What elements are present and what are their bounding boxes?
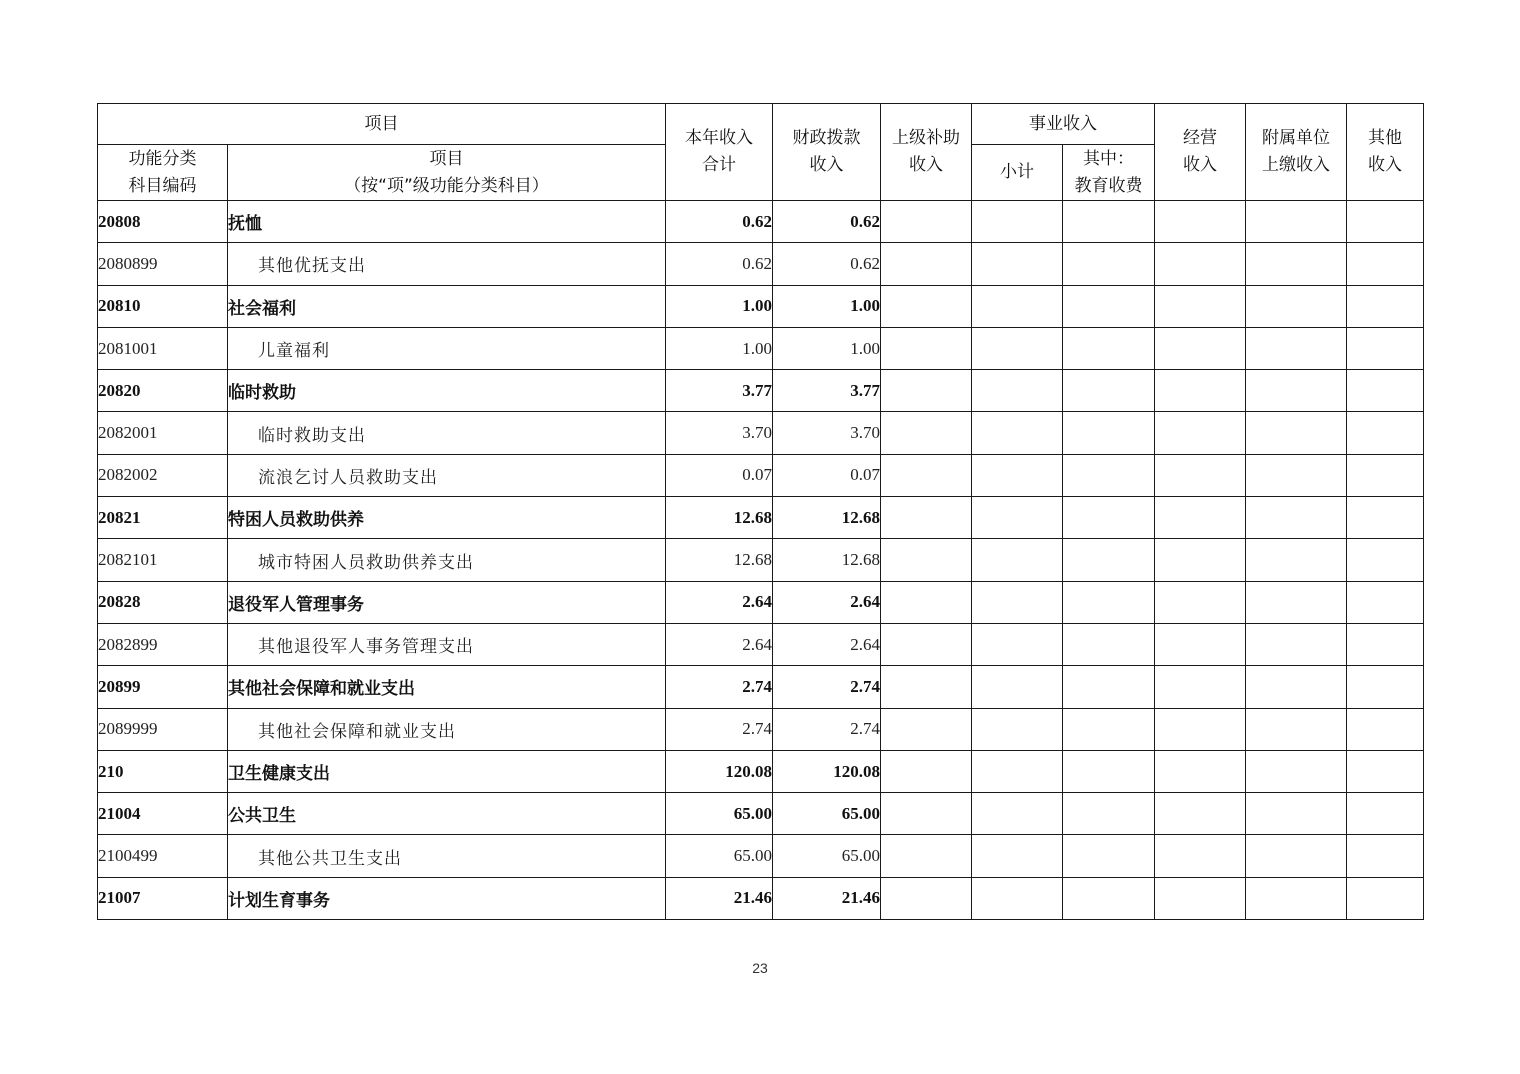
row-other	[1347, 327, 1424, 369]
row-business-edu	[1063, 201, 1155, 243]
row-total: 1.00	[666, 327, 773, 369]
row-name: 儿童福利	[228, 327, 666, 369]
row-business-subtotal	[972, 454, 1063, 496]
table-row	[98, 793, 1424, 835]
row-affiliated	[1246, 708, 1347, 750]
row-total: 2.74	[666, 708, 773, 750]
header-project: 项目	[98, 104, 666, 145]
row-business-subtotal	[972, 243, 1063, 285]
page-number: 23	[752, 960, 768, 976]
row-name: 城市特困人员救助供养支出	[228, 539, 666, 581]
row-business-subtotal	[972, 327, 1063, 369]
row-fiscal: 12.68	[773, 539, 881, 581]
row-operating	[1155, 412, 1246, 454]
row-superior	[881, 581, 972, 623]
row-code: 210	[98, 750, 228, 792]
row-operating	[1155, 497, 1246, 539]
row-operating	[1155, 666, 1246, 708]
row-affiliated	[1246, 666, 1347, 708]
row-business-edu	[1063, 539, 1155, 581]
row-code: 20821	[98, 497, 228, 539]
row-superior	[881, 243, 972, 285]
row-business-edu	[1063, 708, 1155, 750]
row-name: 抚恤	[228, 201, 666, 243]
row-business-edu	[1063, 877, 1155, 919]
row-superior	[881, 666, 972, 708]
row-affiliated	[1246, 877, 1347, 919]
row-code: 2080899	[98, 243, 228, 285]
row-business-edu	[1063, 327, 1155, 369]
table-row	[98, 666, 1424, 708]
header-code: 功能分类 科目编码	[98, 145, 228, 201]
row-name: 卫生健康支出	[228, 750, 666, 792]
row-affiliated	[1246, 581, 1347, 623]
row-total: 12.68	[666, 497, 773, 539]
row-affiliated	[1246, 285, 1347, 327]
row-operating	[1155, 285, 1246, 327]
row-name: 社会福利	[228, 285, 666, 327]
row-code: 20828	[98, 581, 228, 623]
row-business-subtotal	[972, 623, 1063, 665]
row-code: 20899	[98, 666, 228, 708]
row-total: 3.70	[666, 412, 773, 454]
row-superior	[881, 285, 972, 327]
header-affiliated: 附属单位 上缴收入	[1246, 104, 1347, 201]
row-total: 65.00	[666, 835, 773, 877]
row-business-subtotal	[972, 539, 1063, 581]
row-total: 2.74	[666, 666, 773, 708]
row-affiliated	[1246, 835, 1347, 877]
row-business-subtotal	[972, 750, 1063, 792]
row-other	[1347, 623, 1424, 665]
row-other	[1347, 412, 1424, 454]
row-business-edu	[1063, 454, 1155, 496]
header-operating: 经营 收入	[1155, 104, 1246, 201]
row-fiscal: 120.08	[773, 750, 881, 792]
row-business-subtotal	[972, 201, 1063, 243]
row-name: 特困人员救助供养	[228, 497, 666, 539]
row-other	[1347, 835, 1424, 877]
table-row	[98, 497, 1424, 539]
row-code: 20820	[98, 370, 228, 412]
row-affiliated	[1246, 454, 1347, 496]
row-affiliated	[1246, 243, 1347, 285]
row-name: 其他社会保障和就业支出	[228, 708, 666, 750]
row-superior	[881, 201, 972, 243]
table-row	[98, 285, 1424, 327]
row-total: 1.00	[666, 285, 773, 327]
row-code: 2082002	[98, 454, 228, 496]
row-name: 退役军人管理事务	[228, 581, 666, 623]
row-operating	[1155, 750, 1246, 792]
row-superior	[881, 750, 972, 792]
row-business-subtotal	[972, 877, 1063, 919]
row-name: 临时救助支出	[228, 412, 666, 454]
row-fiscal: 0.07	[773, 454, 881, 496]
row-other	[1347, 708, 1424, 750]
row-business-subtotal	[972, 666, 1063, 708]
row-affiliated	[1246, 370, 1347, 412]
row-other	[1347, 243, 1424, 285]
row-other	[1347, 750, 1424, 792]
row-business-subtotal	[972, 793, 1063, 835]
row-business-edu	[1063, 412, 1155, 454]
row-business-subtotal	[972, 370, 1063, 412]
row-total: 21.46	[666, 877, 773, 919]
header-business: 事业收入	[972, 104, 1155, 145]
row-fiscal: 2.64	[773, 581, 881, 623]
row-other	[1347, 793, 1424, 835]
row-business-edu	[1063, 370, 1155, 412]
row-fiscal: 2.64	[773, 623, 881, 665]
row-fiscal: 65.00	[773, 835, 881, 877]
row-code: 21007	[98, 877, 228, 919]
row-superior	[881, 708, 972, 750]
row-code: 2100499	[98, 835, 228, 877]
row-code: 20810	[98, 285, 228, 327]
row-fiscal: 0.62	[773, 201, 881, 243]
row-name: 其他优抚支出	[228, 243, 666, 285]
row-affiliated	[1246, 793, 1347, 835]
row-business-subtotal	[972, 497, 1063, 539]
row-superior	[881, 412, 972, 454]
row-code: 20808	[98, 201, 228, 243]
table-row	[98, 750, 1424, 792]
row-operating	[1155, 708, 1246, 750]
table-row	[98, 623, 1424, 665]
row-fiscal: 1.00	[773, 327, 881, 369]
row-affiliated	[1246, 623, 1347, 665]
row-business-edu	[1063, 835, 1155, 877]
table-row	[98, 539, 1424, 581]
row-superior	[881, 327, 972, 369]
row-other	[1347, 539, 1424, 581]
row-operating	[1155, 539, 1246, 581]
row-superior	[881, 835, 972, 877]
row-total: 2.64	[666, 623, 773, 665]
row-superior	[881, 793, 972, 835]
table-row	[98, 243, 1424, 285]
row-business-subtotal	[972, 581, 1063, 623]
table-row	[98, 877, 1424, 919]
row-other	[1347, 201, 1424, 243]
row-total: 0.62	[666, 243, 773, 285]
row-business-edu	[1063, 285, 1155, 327]
row-business-edu	[1063, 793, 1155, 835]
row-fiscal: 21.46	[773, 877, 881, 919]
row-superior	[881, 539, 972, 581]
row-other	[1347, 370, 1424, 412]
row-other	[1347, 581, 1424, 623]
row-code: 2089999	[98, 708, 228, 750]
row-total: 2.64	[666, 581, 773, 623]
row-total: 65.00	[666, 793, 773, 835]
row-total: 0.07	[666, 454, 773, 496]
row-operating	[1155, 581, 1246, 623]
row-fiscal: 2.74	[773, 666, 881, 708]
row-fiscal: 3.70	[773, 412, 881, 454]
row-name: 其他公共卫生支出	[228, 835, 666, 877]
row-superior	[881, 370, 972, 412]
row-affiliated	[1246, 201, 1347, 243]
row-other	[1347, 454, 1424, 496]
row-operating	[1155, 623, 1246, 665]
header-other: 其他 收入	[1347, 104, 1424, 201]
row-affiliated	[1246, 539, 1347, 581]
row-superior	[881, 497, 972, 539]
table-row	[98, 581, 1424, 623]
header-business-edu: 其中： 教育收费	[1063, 145, 1155, 201]
row-name: 其他退役军人事务管理支出	[228, 623, 666, 665]
header-business-subtotal: 小计	[972, 145, 1063, 201]
row-operating	[1155, 835, 1246, 877]
row-total: 120.08	[666, 750, 773, 792]
row-total: 12.68	[666, 539, 773, 581]
row-fiscal: 12.68	[773, 497, 881, 539]
row-affiliated	[1246, 497, 1347, 539]
row-operating	[1155, 877, 1246, 919]
table-row	[98, 412, 1424, 454]
row-superior	[881, 877, 972, 919]
row-other	[1347, 877, 1424, 919]
row-code: 2082001	[98, 412, 228, 454]
row-operating	[1155, 454, 1246, 496]
row-total: 0.62	[666, 201, 773, 243]
row-code: 2081001	[98, 327, 228, 369]
row-operating	[1155, 327, 1246, 369]
row-name: 计划生育事务	[228, 877, 666, 919]
row-business-edu	[1063, 666, 1155, 708]
row-operating	[1155, 370, 1246, 412]
table-row	[98, 201, 1424, 243]
row-total: 3.77	[666, 370, 773, 412]
row-business-edu	[1063, 581, 1155, 623]
row-affiliated	[1246, 412, 1347, 454]
header-name: 项目 （按“项”级功能分类科目）	[228, 145, 666, 201]
table-row	[98, 454, 1424, 496]
row-business-subtotal	[972, 835, 1063, 877]
row-superior	[881, 623, 972, 665]
row-name: 临时救助	[228, 370, 666, 412]
row-affiliated	[1246, 327, 1347, 369]
income-table	[97, 103, 1424, 920]
row-operating	[1155, 243, 1246, 285]
row-business-subtotal	[972, 708, 1063, 750]
row-business-edu	[1063, 750, 1155, 792]
row-other	[1347, 285, 1424, 327]
row-code: 2082101	[98, 539, 228, 581]
row-fiscal: 65.00	[773, 793, 881, 835]
row-name: 流浪乞讨人员救助支出	[228, 454, 666, 496]
row-business-subtotal	[972, 285, 1063, 327]
row-superior	[881, 454, 972, 496]
row-code: 21004	[98, 793, 228, 835]
header-total: 本年收入 合计	[666, 104, 773, 201]
row-fiscal: 2.74	[773, 708, 881, 750]
table-row	[98, 835, 1424, 877]
row-code: 2082899	[98, 623, 228, 665]
row-name: 其他社会保障和就业支出	[228, 666, 666, 708]
row-business-subtotal	[972, 412, 1063, 454]
row-business-edu	[1063, 623, 1155, 665]
table-row	[98, 708, 1424, 750]
row-other	[1347, 666, 1424, 708]
row-name: 公共卫生	[228, 793, 666, 835]
row-affiliated	[1246, 750, 1347, 792]
row-fiscal: 1.00	[773, 285, 881, 327]
row-business-edu	[1063, 243, 1155, 285]
header-superior: 上级补助 收入	[881, 104, 972, 201]
row-other	[1347, 497, 1424, 539]
row-operating	[1155, 201, 1246, 243]
table-row	[98, 370, 1424, 412]
row-operating	[1155, 793, 1246, 835]
table-row	[98, 327, 1424, 369]
row-fiscal: 3.77	[773, 370, 881, 412]
row-fiscal: 0.62	[773, 243, 881, 285]
header-fiscal: 财政拨款 收入	[773, 104, 881, 201]
row-business-edu	[1063, 497, 1155, 539]
